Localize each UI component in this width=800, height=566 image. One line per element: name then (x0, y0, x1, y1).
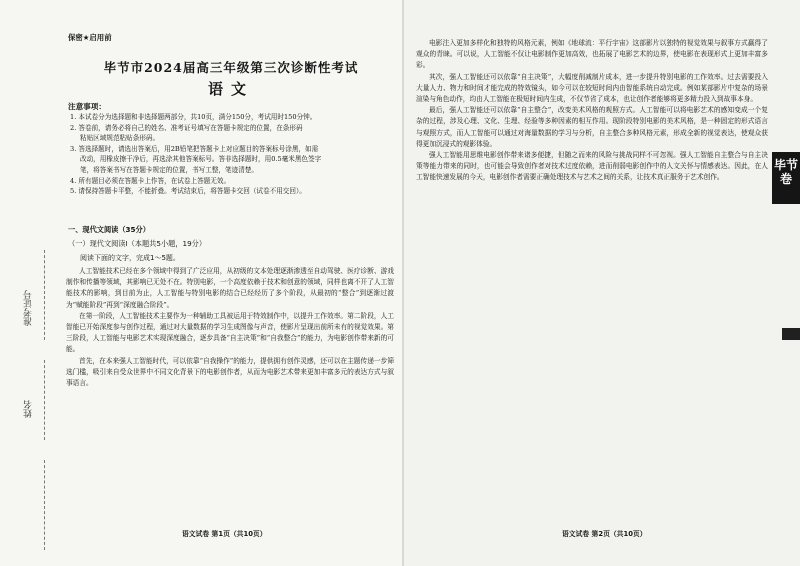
exam-number-label: 准考证号 (24, 290, 34, 326)
confidential-mark: 保密★启用前 (68, 33, 112, 42)
page-footer: 语文试卷 第2页（共10页） (562, 530, 647, 538)
notice-heading: 注意事项： (68, 102, 106, 111)
passage-paragraph: 最后，强人工智能还可以依靠“自主整合”，改变美术风格的观照方式。人工智能可以将电影艺术的感知变成一个复杂的过程，涉及心理、文化、生理、经验等多种因素的相互作用。现阶段特别电影的美术风格，是一种固定的形式语言与观照方式，而人工智能可以通过对海量数据的学习与分析，自主整合多种风格元素，形成全新的视觉表达，使观众获得更加沉浸式的观影体验。 (416, 106, 768, 148)
passage-paragraph: 首先，在本来强人工智能时代，可以依靠“自我操作”的能力，提供拥有创作灵感，还可以在主题传递一步筛选门槛，吸引来自受众世界中不同文化背景下的电影创作者，从而为电影艺术带来更加丰富多元的表达方式与叙事语言。 (66, 356, 394, 388)
passage-paragraph: 电影注入更加多样化和独特的风格元素，例如《地球流：平行宇宙》这部影片以独特的视觉效果与叙事方式赢得了观众的青睐。可以说，人工智能不仅让电影制作更加高效，也拓展了电影艺术的边界，使电影在表现形式上更加丰富多彩。 (416, 39, 768, 70)
page-divider (402, 0, 404, 566)
right-page (402, 0, 800, 566)
section-heading: 一、现代文阅读（35分） (68, 225, 150, 234)
name-label: 姓名 (24, 400, 34, 418)
passage-paragraph: 强人工智能用思维电影创作带来诸多便捷，但随之而来的风险与挑战同样不可忽视。强人工智能自主整合与自主决策等能力带来的同时，也可能会导致创作者对技术过度依赖，进而削弱电影创作中的人文关怀与情感表达。因此，在人工智能快速发展的今天，电影创作者需要正确处理技术与艺术之间的关系，让技术真正服务于艺术创作。 (416, 151, 768, 182)
passage-left (66, 266, 394, 389)
notice-item: 3. 答选择题时，请选出答案后，用2B铅笔把答题卡上对应题目的答案标号涂黑，如需 (70, 144, 319, 153)
subsection-heading: （一）现代文阅读Ⅰ（本题共5小题，19分） (68, 239, 207, 248)
side-marker (782, 328, 800, 340)
passage-right (416, 38, 768, 184)
notice-list (70, 112, 394, 197)
notice-item: 1. 本试卷分为选择题和非选择题两部分，共10页，满分150分，考试用时150分钟。 (70, 113, 317, 121)
notice-item: 改动，用橡皮擦干净后，再选涂其他答案标号。答非选择题时，用0.5毫米黑色签字 (80, 155, 322, 164)
notice-item: 笔，将答案书写在答题卡规定的位置，书写工整，笔迹清楚。 (80, 165, 259, 174)
binding-line (44, 460, 45, 550)
binding-line (44, 360, 45, 440)
region-tab: 毕节卷 (772, 152, 800, 204)
binding-margin (0, 0, 60, 566)
notice-item: 4. 所有题目必须在答题卡上作答，在试卷上答题无效。 (70, 176, 231, 185)
page-footer: 语文试卷 第1页（共10页） (182, 530, 267, 538)
notice-item: 5. 请保持答题卡平整，不能折叠。考试结束后，将答题卡交回（试卷不用交回）。 (70, 187, 306, 196)
reading-instruction: 阅读下面的文字，完成1～5题。 (80, 254, 180, 262)
exam-title: 毕节市2024届高三年级第三次诊断性考试 (103, 60, 359, 75)
notice-item: 2. 答卷前，请务必将自己的姓名、准考证号填写在答题卡规定的位置，在条形码 (70, 123, 303, 132)
passage-paragraph: 人工智能技术已经在多个领域中得到了广泛应用，从初级的文本处理逐渐渗透至自动驾驶、医疗诊断、游戏制作和传播等领域，其影响已无处不在。特别电影，一个高度依赖于技术和创意的领域，同样也离不开了人工智能技术的影响，到目前为止，人工智能与特别电影的结合已经经历了多个阶段，从最初的“整合”到逐渐过渡为“赋能阶段”再到“深度融合阶段”。 (66, 267, 394, 309)
binding-line (44, 250, 45, 340)
passage-paragraph: 其次，强人工智能还可以依靠“自主决策”，大幅度削减制片成本，进一步提升特别电影的工作效率。过去需要投入大量人力、物力和时间才能完成的特效镜头，如今可以在较短时间内由智能系统自动完成。例如某部影片中复杂的场景渲染与角色动作，均由人工智能在极短时间内生成，不仅节省了成本，也让创作者能够将更多精力投入到故事本身。 (416, 72, 768, 104)
subject-title: 语文 (207, 80, 254, 98)
passage-paragraph: 在第一阶段，人工智能技术主要作为一种辅助工具被运用于特效制作中，以提升工作效率。第二阶段，人工智能已开始深度参与创作过程，通过对大量数据的学习生成图像与声音，使影片呈现出前所未有的视觉效果。第三阶段，人工智能与电影艺术实现深度融合，逐步具备“自主决策”和“自我整合”的能力，为电影创作带来新的可能。 (66, 311, 394, 354)
notice-item: 粘贴区域规范粘贴条形码。 (80, 134, 160, 143)
